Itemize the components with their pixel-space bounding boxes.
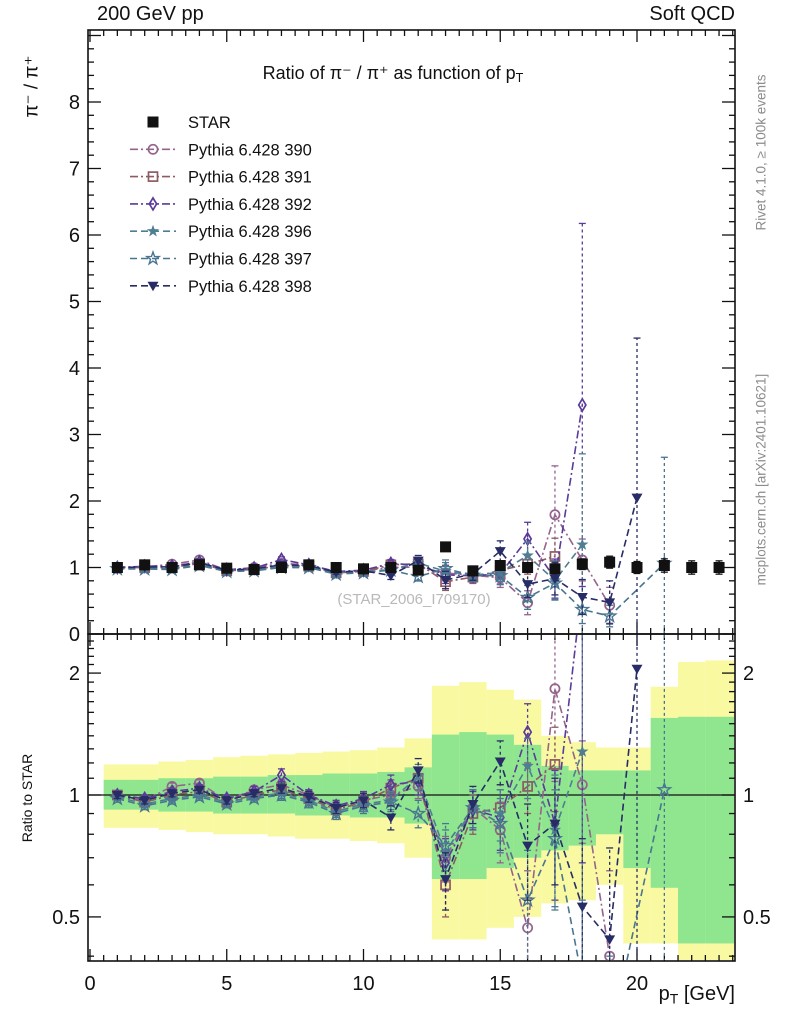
svg-text:0: 0 <box>68 624 80 646</box>
svg-text:5: 5 <box>68 291 80 314</box>
x-axis-label: $p_T$ [GeV] <box>658 983 735 1007</box>
rivet-version-note: Rivet 4.1.0, ≥ 100k events <box>753 74 769 231</box>
svg-text:5: 5 <box>221 973 233 995</box>
svg-text:Pythia 6.428 391: Pythia 6.428 391 <box>188 168 312 187</box>
svg-text:1: 1 <box>68 785 80 807</box>
beam-label: 200 GeV pp <box>97 3 204 25</box>
svg-text:20: 20 <box>625 973 649 995</box>
y-axis-label-bottom: Ratio to STAR <box>19 753 35 843</box>
y-axis-label-top: π⁻ / π⁺ <box>21 55 43 118</box>
analysis-watermark: (STAR_2006_I709170) <box>337 591 491 608</box>
svg-text:3: 3 <box>68 424 80 447</box>
mcplots-note: mcplots.cern.ch [arXiv:2401.10621] <box>753 373 769 586</box>
legend <box>130 114 312 296</box>
series-top <box>114 223 586 598</box>
svg-text:0: 0 <box>84 973 96 995</box>
svg-text:1: 1 <box>743 785 755 807</box>
svg-text:7: 7 <box>68 158 80 181</box>
svg-text:15: 15 <box>489 973 512 995</box>
svg-text:0.5: 0.5 <box>743 906 771 929</box>
svg-text:2: 2 <box>743 663 755 686</box>
series-top <box>112 338 643 634</box>
svg-text:Pythia 6.428 397: Pythia 6.428 397 <box>188 250 312 269</box>
svg-text:6: 6 <box>68 225 80 247</box>
svg-text:2: 2 <box>68 491 80 513</box>
svg-text:Pythia 6.428 392: Pythia 6.428 392 <box>188 195 312 214</box>
svg-text:0.5: 0.5 <box>52 906 80 929</box>
svg-text:2: 2 <box>68 663 80 686</box>
svg-text:4: 4 <box>68 358 80 380</box>
svg-text:STAR: STAR <box>188 114 231 132</box>
plot-title: Ratio of π⁻ / π⁺ as function of $p_T$ <box>262 63 524 86</box>
svg-text:10: 10 <box>352 973 375 995</box>
svg-text:8: 8 <box>68 92 80 114</box>
svg-text:Pythia 6.428 396: Pythia 6.428 396 <box>188 223 312 242</box>
svg-text:1: 1 <box>68 557 80 580</box>
svg-text:Pythia 6.428 390: Pythia 6.428 390 <box>188 141 312 160</box>
process-label: Soft QCD <box>649 3 735 25</box>
svg-text:Pythia 6.428 398: Pythia 6.428 398 <box>188 277 312 296</box>
